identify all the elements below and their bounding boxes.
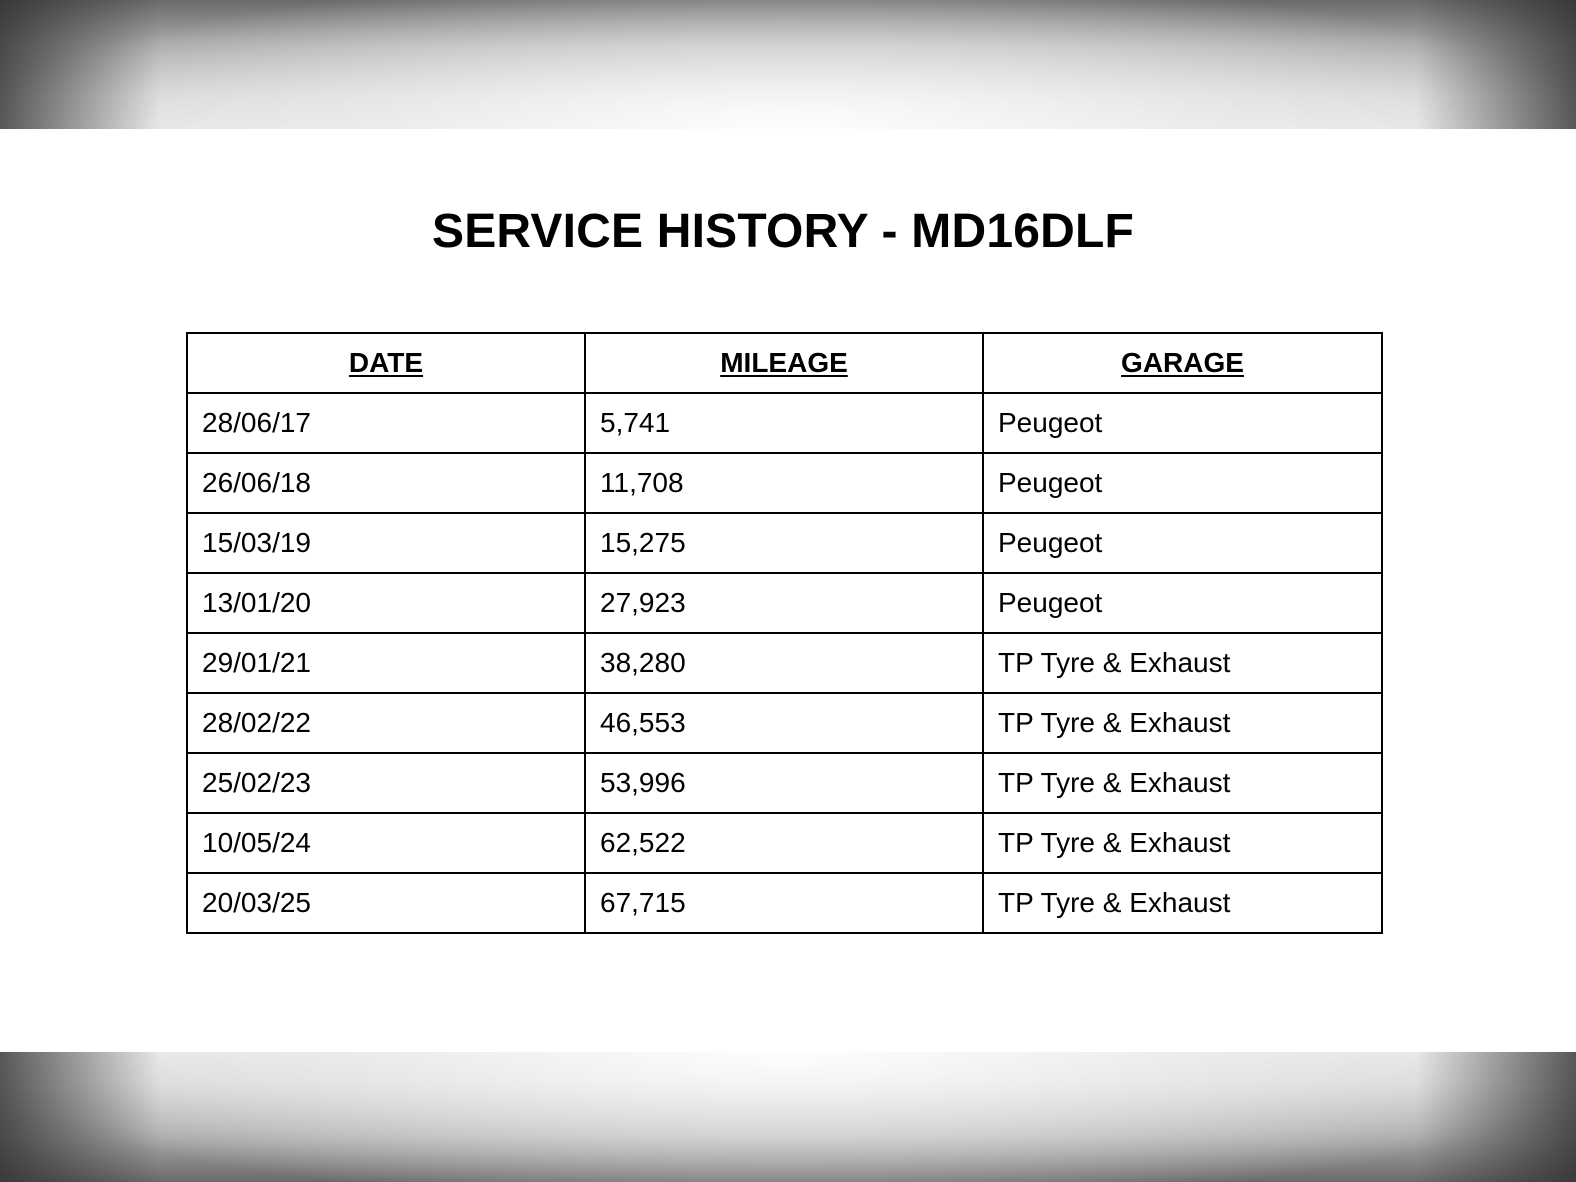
bottom-band-shadow-right	[1416, 1052, 1576, 1182]
date-cell: 28/02/22	[187, 693, 585, 753]
table-row	[187, 873, 1382, 933]
garage-cell: TP Tyre & Exhaust	[983, 633, 1382, 693]
table-body	[187, 393, 1382, 933]
mileage-cell: 46,553	[585, 693, 983, 753]
mileage-cell: 38,280	[585, 633, 983, 693]
top-band-shadow-left	[0, 0, 160, 129]
service-history-table	[186, 332, 1383, 934]
date-cell: 29/01/21	[187, 633, 585, 693]
table-row	[187, 453, 1382, 513]
table-header	[187, 333, 1382, 393]
column-header-garage: GARAGE	[983, 333, 1382, 393]
mileage-cell: 11,708	[585, 453, 983, 513]
top-band-shadow-right	[1416, 0, 1576, 129]
mileage-cell: 62,522	[585, 813, 983, 873]
table-row	[187, 573, 1382, 633]
date-cell: 25/02/23	[187, 753, 585, 813]
date-cell: 13/01/20	[187, 573, 585, 633]
mileage-cell: 27,923	[585, 573, 983, 633]
date-cell: 28/06/17	[187, 393, 585, 453]
table-row	[187, 813, 1382, 873]
garage-cell: TP Tyre & Exhaust	[983, 753, 1382, 813]
date-cell: 10/05/24	[187, 813, 585, 873]
table-row	[187, 393, 1382, 453]
bottom-vignette-band	[0, 1052, 1576, 1182]
table-row	[187, 513, 1382, 573]
page-title: SERVICE HISTORY - MD16DLF	[431, 205, 1135, 258]
garage-cell: Peugeot	[983, 513, 1382, 573]
date-cell: 15/03/19	[187, 513, 585, 573]
garage-cell: TP Tyre & Exhaust	[983, 693, 1382, 753]
column-header-date: DATE	[187, 333, 585, 393]
table-row	[187, 633, 1382, 693]
bottom-band-shadow-left	[0, 1052, 160, 1182]
garage-cell: Peugeot	[983, 393, 1382, 453]
garage-cell: TP Tyre & Exhaust	[983, 813, 1382, 873]
date-cell: 26/06/18	[187, 453, 585, 513]
top-vignette-band	[0, 0, 1576, 129]
date-cell: 20/03/25	[187, 873, 585, 933]
mileage-cell: 53,996	[585, 753, 983, 813]
garage-cell: TP Tyre & Exhaust	[983, 873, 1382, 933]
table-row	[187, 753, 1382, 813]
garage-cell: Peugeot	[983, 453, 1382, 513]
column-header-mileage: MILEAGE	[585, 333, 983, 393]
mileage-cell: 5,741	[585, 393, 983, 453]
mileage-cell: 67,715	[585, 873, 983, 933]
garage-cell: Peugeot	[983, 573, 1382, 633]
mileage-cell: 15,275	[585, 513, 983, 573]
header-row	[187, 333, 1382, 393]
table-row	[187, 693, 1382, 753]
